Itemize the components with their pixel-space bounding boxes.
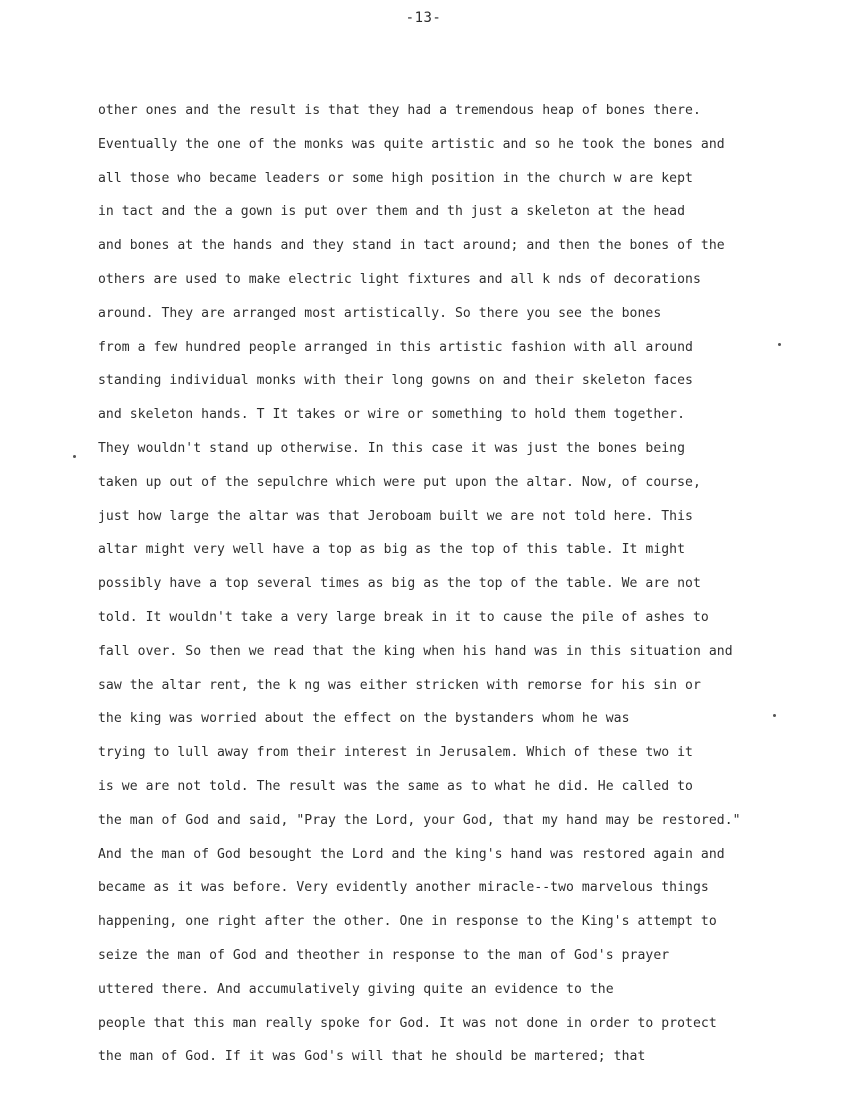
text-line: fall over. So then we read that the king when his hand was in this situation and (98, 643, 733, 659)
text-line: possibly have a top several times as big as the top of the table. We are not (98, 576, 701, 592)
text-line: told. It wouldn't take a very large break in it to cause the pile of ashes to (98, 609, 709, 625)
text-line: around. They are arranged most artistically. So there you see the bones (98, 305, 662, 321)
body-text (98, 94, 798, 1074)
text-line: the king was worried about the effect on the bystanders whom he was (98, 711, 630, 727)
text-line: And the man of God besought the Lord and the king's hand was restored again and (98, 846, 725, 862)
text-line: uttered there. And accumulatively giving quite an evidence to the (98, 981, 614, 997)
text-line: altar might very well have a top as big as the top of this table. It might (98, 542, 686, 558)
text-line: standing individual monks with their long gowns on and their skeleton faces (98, 373, 693, 389)
text-line: other ones and the result is that they had a tremendous heap of bones there. (98, 103, 701, 118)
text-line: saw the altar rent, the k ng was either stricken with remorse for his sin or (98, 677, 701, 693)
text-line: the man of God. If it was God's will that he should be martered; that (98, 1049, 646, 1065)
text-line: and skeleton hands. T It takes or wire or something to hold them together. (98, 407, 686, 423)
page-number: -13- (405, 10, 442, 26)
ink-speck (773, 714, 776, 717)
text-line: just how large the altar was that Jeroboam built we are not told here. This (98, 508, 693, 524)
text-line: seize the man of God and theother in response to the man of God's prayer (98, 947, 670, 963)
ink-speck (73, 455, 76, 458)
text-line: happening, one right after the other. One in response to the King's attempt to (98, 914, 717, 930)
text-line: is we are not told. The result was the same as to what he did. He called to (98, 778, 693, 794)
text-line: They wouldn't stand up otherwise. In this case it was just the bones being (98, 440, 686, 456)
text-line: in tact and the a gown is put over them and th just a skeleton at the head (98, 204, 686, 220)
text-line: Eventually the one of the monks was quite artistic and so he took the bones and (98, 136, 725, 152)
text-line: and bones at the hands and they stand in tact around; and then the bones of the (98, 238, 725, 254)
ink-speck (778, 343, 781, 346)
text-line: from a few hundred people arranged in this artistic fashion with all around (98, 339, 693, 355)
text-line: people that this man really spoke for God. It was not done in order to protect (98, 1015, 717, 1031)
text-line: all those who became leaders or some high position in the church w are kept (98, 170, 693, 186)
text-line: became as it was before. Very evidently another miracle--two marvelous things (98, 880, 709, 896)
text-line: trying to lull away from their interest in Jerusalem. Which of these two it (98, 745, 693, 761)
text-line: taken up out of the sepulchre which were put upon the altar. Now, of course, (98, 474, 701, 490)
text-line: the man of God and said, "Pray the Lord, your God, that my hand may be restored." (98, 812, 741, 828)
text-line: others are used to make electric light fixtures and all k nds of decorations (98, 271, 701, 287)
